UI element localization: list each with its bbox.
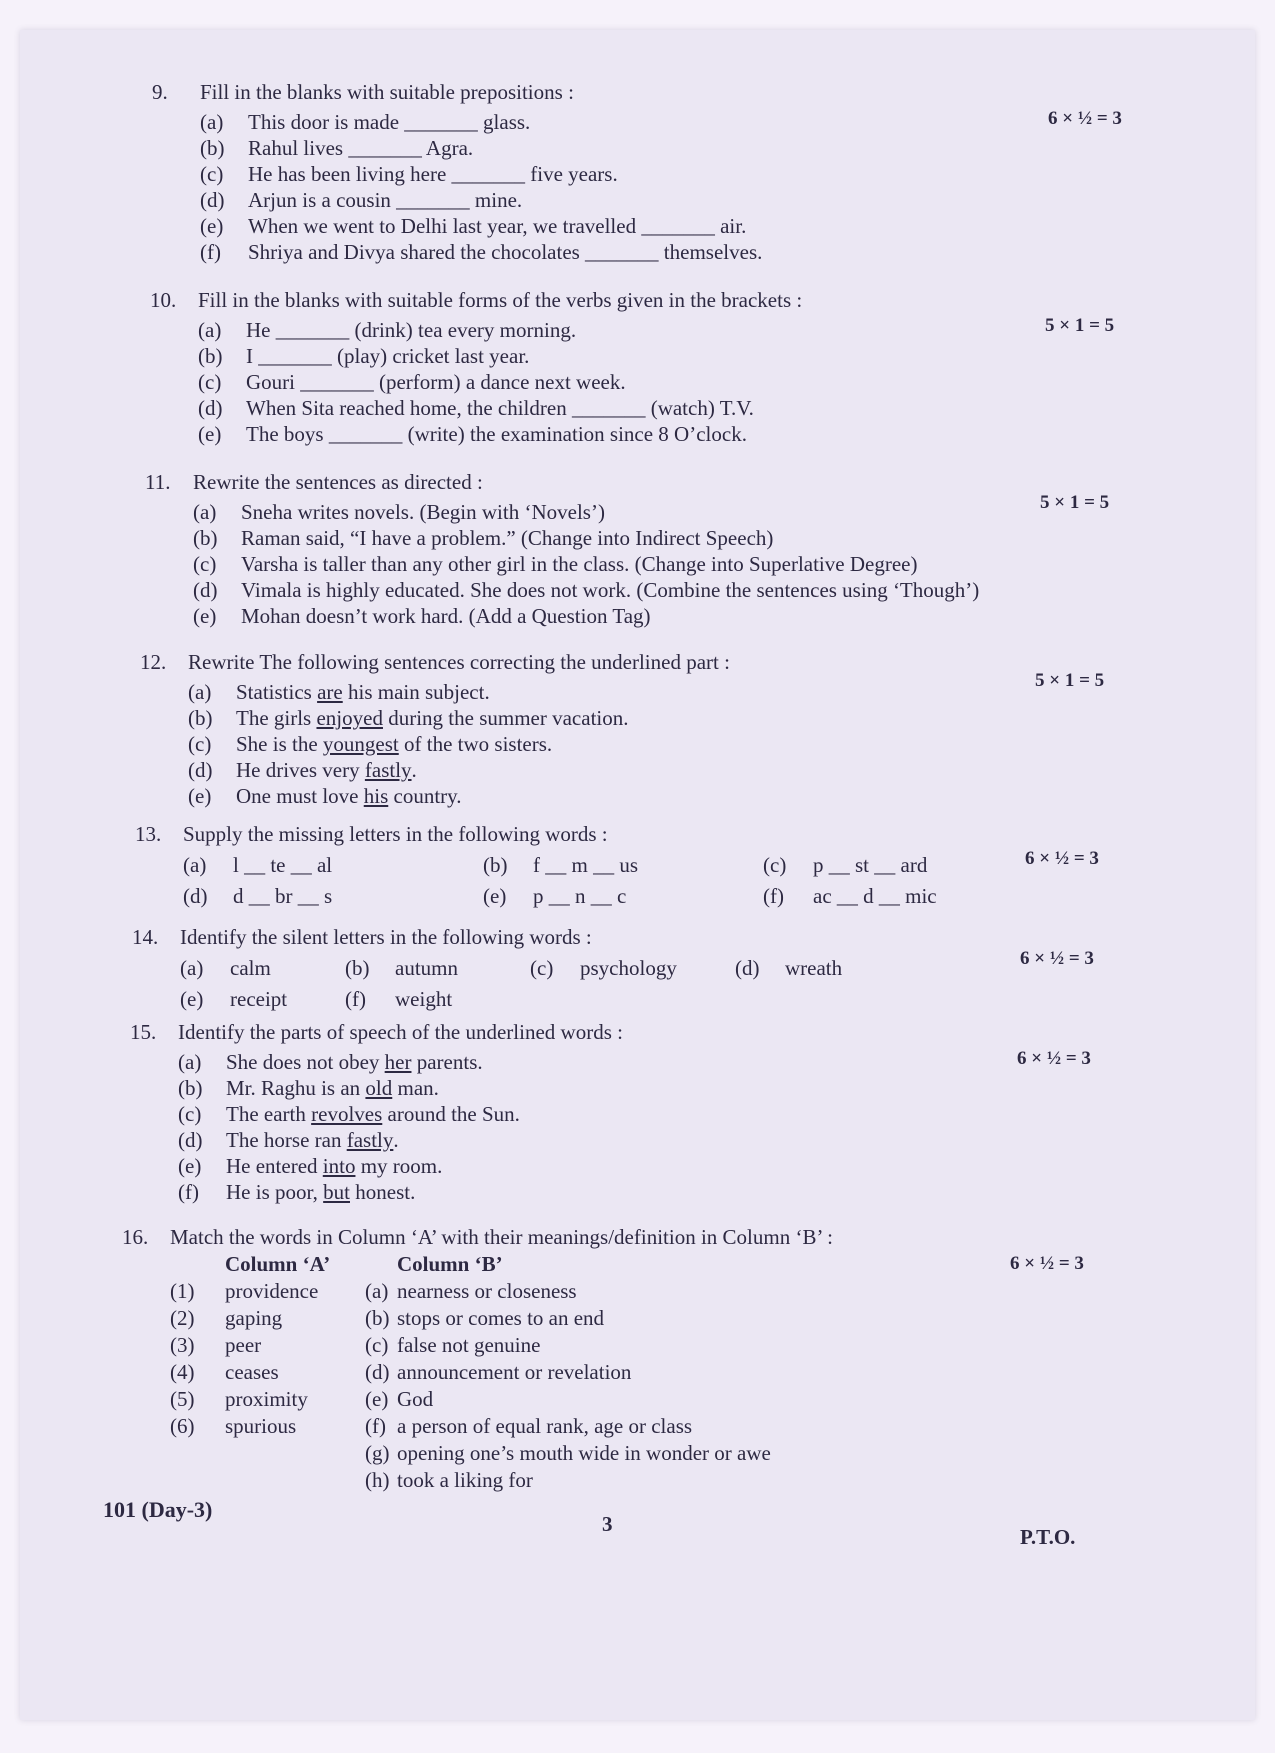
item-text: When Sita reached home, the children _______ (watch) T.V. xyxy=(246,396,754,420)
column-a-word: providence xyxy=(225,1279,319,1303)
item-text-before: He drives very xyxy=(236,758,365,782)
item-label: (c) xyxy=(763,853,787,877)
list-item xyxy=(180,987,345,1012)
item-text-before: He is poor, xyxy=(226,1180,324,1204)
item-text: When we went to Delhi last year, we travelled _______ air. xyxy=(248,214,747,238)
item-text: wreath xyxy=(785,956,843,980)
column-b-meaning: stops or comes to an end xyxy=(397,1306,605,1330)
item-text: Vimala is highly educated. She does not work. (Combine the sentences using ‘Though’) xyxy=(241,578,980,602)
underlined-word: her xyxy=(384,1050,412,1074)
item-label: (d) xyxy=(193,578,218,602)
column-b-label: (d) xyxy=(365,1360,390,1384)
list-item xyxy=(735,956,935,981)
question-number: 12. xyxy=(140,650,167,674)
item-text: He has been living here _______ five years. xyxy=(248,162,618,186)
list-item xyxy=(188,705,730,731)
item-text: Rahul lives _______ Agra. xyxy=(248,136,474,160)
question-instruction: Rewrite The following sentences correcting the underlined part : xyxy=(188,650,730,674)
item-text-after: of the two sisters. xyxy=(398,732,553,756)
question-instruction: Fill in the blanks with suitable prepositions : xyxy=(200,80,574,104)
item-text: Arjun is a cousin _______ mine. xyxy=(248,188,523,212)
list-item xyxy=(178,1049,623,1075)
list-item xyxy=(763,853,1023,878)
item-text-after: during the summer vacation. xyxy=(382,706,629,730)
column-a-heading: Column ‘A’ xyxy=(225,1252,331,1276)
item-text-after: honest. xyxy=(350,1180,416,1204)
column-b-label: (a) xyxy=(365,1279,389,1303)
item-label: (d) xyxy=(200,188,225,212)
item-label: (a) xyxy=(183,853,207,877)
list-item xyxy=(193,551,979,577)
column-b-meaning: opening one’s mouth wide in wonder or awe xyxy=(397,1441,771,1465)
question-number: 10. xyxy=(150,288,177,312)
item-text: Shriya and Divya shared the chocolates _______ themselves. xyxy=(248,240,763,264)
item-text: This door is made _______ glass. xyxy=(248,110,531,134)
question-16 xyxy=(122,1225,837,1493)
question-15 xyxy=(130,1020,623,1205)
question-14 xyxy=(132,925,935,1012)
item-text-after: around the Sun. xyxy=(382,1102,520,1126)
question-instruction: Rewrite the sentences as directed : xyxy=(193,470,483,494)
column-b-meaning: God xyxy=(397,1387,434,1411)
marks-label: 6 × ½ = 3 xyxy=(1020,948,1094,969)
item-text-before: Statistics xyxy=(236,680,318,704)
item-text: Sneha writes novels. (Begin with ‘Novels’) xyxy=(241,500,605,524)
item-text-before: The earth xyxy=(226,1102,312,1126)
item-text: psychology xyxy=(580,956,677,980)
item-label: (b) xyxy=(193,526,218,550)
item-label: (f) xyxy=(763,884,784,908)
item-label: (c) xyxy=(188,732,212,756)
item-text: The boys _______ (write) the examination since 8 O’clock. xyxy=(246,422,747,446)
item-label: (d) xyxy=(178,1128,203,1152)
paper-code: 101 (Day-3) xyxy=(103,1497,213,1522)
column-b-meaning: false not genuine xyxy=(397,1333,541,1357)
item-label: (c) xyxy=(530,956,554,980)
list-item xyxy=(198,369,802,395)
column-b-meaning: took a liking for xyxy=(397,1468,533,1492)
question-number: 15. xyxy=(130,1020,157,1044)
list-item xyxy=(530,956,735,981)
item-list xyxy=(188,679,730,809)
item-text-before: He entered xyxy=(226,1154,323,1178)
item-list xyxy=(200,109,762,265)
item-text: calm xyxy=(230,956,271,980)
underlined-word: old xyxy=(365,1076,393,1100)
underlined-word: youngest xyxy=(322,732,399,756)
item-label: (d) xyxy=(198,396,223,420)
list-item xyxy=(200,109,762,135)
column-b-label: (f) xyxy=(365,1414,386,1438)
item-label: (e) xyxy=(483,884,507,908)
underlined-word: are xyxy=(317,680,343,704)
list-item xyxy=(198,343,802,369)
item-label: (b) xyxy=(345,956,370,980)
item-text-after: . xyxy=(411,758,417,782)
list-item xyxy=(188,731,730,757)
question-number: 16. xyxy=(122,1225,149,1249)
column-a-word xyxy=(225,1468,365,1493)
item-text: Varsha is taller than any other girl in the class. (Change into Superlative Degree) xyxy=(241,552,918,576)
column-b-label: (c) xyxy=(365,1333,389,1357)
item-text-after: my room. xyxy=(355,1154,443,1178)
marks-label: 5 × 1 = 5 xyxy=(1045,315,1115,336)
list-item xyxy=(178,1153,623,1179)
item-label: (b) xyxy=(188,706,213,730)
item-text: Gouri _______ (perform) a dance next week. xyxy=(246,370,626,394)
marks-label: 6 × ½ = 3 xyxy=(1048,108,1122,129)
item-text-after: country. xyxy=(388,784,462,808)
item-text: ac __ d __ mic xyxy=(813,884,937,908)
item-label: (e) xyxy=(193,604,217,628)
item-text-before: One must love xyxy=(236,784,364,808)
item-label: (b) xyxy=(178,1076,203,1100)
list-item xyxy=(763,884,1023,909)
column-a-label: (4) xyxy=(170,1360,195,1384)
underlined-word: enjoyed xyxy=(316,706,383,730)
column-b-meaning: announcement or revelation xyxy=(397,1360,632,1384)
item-text-after: his main subject. xyxy=(342,680,490,704)
column-a-label: (5) xyxy=(170,1387,195,1411)
question-10 xyxy=(150,288,803,447)
item-text-after: . xyxy=(393,1128,399,1152)
item-label: (a) xyxy=(180,956,204,980)
list-item xyxy=(178,1075,623,1101)
column-a-word: proximity xyxy=(225,1387,308,1411)
column-b-heading: Column ‘B’ xyxy=(397,1252,503,1276)
item-list xyxy=(178,1049,623,1205)
question-13 xyxy=(135,822,1023,909)
item-text: receipt xyxy=(230,987,288,1011)
list-item xyxy=(200,213,762,239)
column-a-word: peer xyxy=(225,1333,262,1357)
item-text-after: parents. xyxy=(411,1050,483,1074)
item-label: (e) xyxy=(200,214,224,238)
marks-label: 6 × ½ = 3 xyxy=(1010,1253,1084,1274)
item-label: (d) xyxy=(188,758,213,782)
column-b-label: (h) xyxy=(365,1468,390,1492)
list-item xyxy=(193,525,979,551)
pto-label: P.T.O. xyxy=(1020,1525,1076,1549)
column-a-word xyxy=(225,1441,365,1466)
item-text: Raman said, “I have a problem.” (Change into Indirect Speech) xyxy=(241,526,774,550)
question-number: 9. xyxy=(152,80,168,104)
item-label: (b) xyxy=(483,853,508,877)
list-item xyxy=(200,161,762,187)
item-label: (b) xyxy=(200,136,225,160)
question-instruction: Fill in the blanks with suitable forms of the verbs given in the brackets : xyxy=(198,288,803,312)
marks-label: 6 × ½ = 3 xyxy=(1017,1048,1091,1069)
list-item xyxy=(178,1127,623,1153)
item-label: (f) xyxy=(178,1180,199,1204)
item-label: (a) xyxy=(198,318,222,342)
item-text: Mohan doesn’t work hard. (Add a Question Tag) xyxy=(241,604,651,628)
word-grid xyxy=(180,956,935,1012)
item-list xyxy=(198,317,802,447)
item-text-before: The horse ran xyxy=(226,1128,347,1152)
match-table xyxy=(170,1252,837,1493)
underlined-word: but xyxy=(323,1180,350,1204)
question-number: 13. xyxy=(135,822,162,846)
item-label: (c) xyxy=(193,552,217,576)
item-label: (b) xyxy=(198,344,223,368)
item-label: (e) xyxy=(178,1154,202,1178)
column-b-meaning: a person of equal rank, age or class xyxy=(397,1414,693,1438)
underlined-word: fastly xyxy=(364,758,412,782)
item-text-before: She is the xyxy=(236,732,323,756)
item-text: autumn xyxy=(395,956,458,980)
list-item xyxy=(483,853,763,878)
page-number: 3 xyxy=(602,1512,613,1536)
list-item xyxy=(178,1101,623,1127)
underlined-word: into xyxy=(322,1154,356,1178)
list-item xyxy=(188,783,730,809)
list-item xyxy=(345,987,530,1012)
list-item xyxy=(193,499,979,525)
column-b-label: (b) xyxy=(365,1306,390,1330)
list-item xyxy=(200,187,762,213)
marks-label: 5 × 1 = 5 xyxy=(1035,670,1105,691)
column-a-label: (6) xyxy=(170,1414,195,1438)
item-label: (d) xyxy=(183,884,208,908)
question-12 xyxy=(140,650,730,809)
list-item xyxy=(200,239,762,265)
column-a-label: (3) xyxy=(170,1333,195,1357)
column-a-label xyxy=(170,1468,225,1493)
item-label: (c) xyxy=(198,370,222,394)
question-instruction: Identify the parts of speech of the underlined words : xyxy=(178,1020,623,1044)
item-label: (d) xyxy=(735,956,760,980)
item-text: l __ te __ al xyxy=(233,853,333,877)
item-text: d __ br __ s xyxy=(233,884,333,908)
column-b-meaning: nearness or closeness xyxy=(397,1279,577,1303)
column-a-label xyxy=(170,1441,225,1466)
column-a-label: (2) xyxy=(170,1306,195,1330)
item-label: (f) xyxy=(200,240,221,264)
list-item xyxy=(193,603,979,629)
question-11 xyxy=(145,470,980,629)
item-text: He _______ (drink) tea every morning. xyxy=(246,318,577,342)
question-instruction: Match the words in Column ‘A’ with their meanings/definition in Column ‘B’ : xyxy=(170,1225,833,1249)
item-text-before: She does not obey xyxy=(226,1050,385,1074)
list-item xyxy=(183,884,483,909)
item-text-before: The girls xyxy=(236,706,317,730)
question-instruction: Supply the missing letters in the following words : xyxy=(183,822,608,846)
item-text-before: Mr. Raghu is an xyxy=(226,1076,366,1100)
word-grid xyxy=(183,853,1023,909)
item-label: (f) xyxy=(345,987,366,1011)
question-number: 14. xyxy=(132,925,159,949)
item-label: (e) xyxy=(188,784,212,808)
column-b-label: (g) xyxy=(365,1441,390,1465)
list-item xyxy=(178,1179,623,1205)
list-item xyxy=(188,679,730,705)
list-item xyxy=(200,135,762,161)
question-instruction: Identify the silent letters in the following words : xyxy=(180,925,592,949)
marks-label: 6 × ½ = 3 xyxy=(1025,848,1099,869)
question-9 xyxy=(152,80,763,265)
item-text: I _______ (play) cricket last year. xyxy=(246,344,530,368)
marks-label: 5 × 1 = 5 xyxy=(1040,492,1110,513)
item-label: (a) xyxy=(200,110,224,134)
item-label: (e) xyxy=(198,422,222,446)
column-a-label: (1) xyxy=(170,1279,195,1303)
list-item xyxy=(198,317,802,343)
underlined-word: fastly xyxy=(346,1128,394,1152)
item-list xyxy=(193,499,979,629)
list-item xyxy=(188,757,730,783)
item-label: (a) xyxy=(188,680,212,704)
item-label: (a) xyxy=(178,1050,202,1074)
item-label: (c) xyxy=(200,162,224,186)
list-item xyxy=(483,884,763,909)
list-item xyxy=(198,421,802,447)
list-item xyxy=(345,956,530,981)
item-text-after: man. xyxy=(392,1076,439,1100)
item-label: (e) xyxy=(180,987,204,1011)
column-a-word: spurious xyxy=(225,1414,297,1438)
item-text: f __ m __ us xyxy=(533,853,638,877)
underlined-word: revolves xyxy=(311,1102,383,1126)
item-label: (c) xyxy=(178,1102,202,1126)
item-text: p __ st __ ard xyxy=(813,853,928,877)
item-label: (a) xyxy=(193,500,217,524)
question-number: 11. xyxy=(145,470,171,494)
column-a-word: ceases xyxy=(225,1360,279,1384)
list-item xyxy=(180,956,345,981)
column-a-word: gaping xyxy=(225,1306,283,1330)
list-item xyxy=(198,395,802,421)
list-item xyxy=(193,577,979,603)
item-text: weight xyxy=(395,987,453,1011)
item-text: p __ n __ c xyxy=(533,884,627,908)
list-item xyxy=(183,853,483,878)
underlined-word: his xyxy=(363,784,389,808)
column-b-label: (e) xyxy=(365,1387,389,1411)
